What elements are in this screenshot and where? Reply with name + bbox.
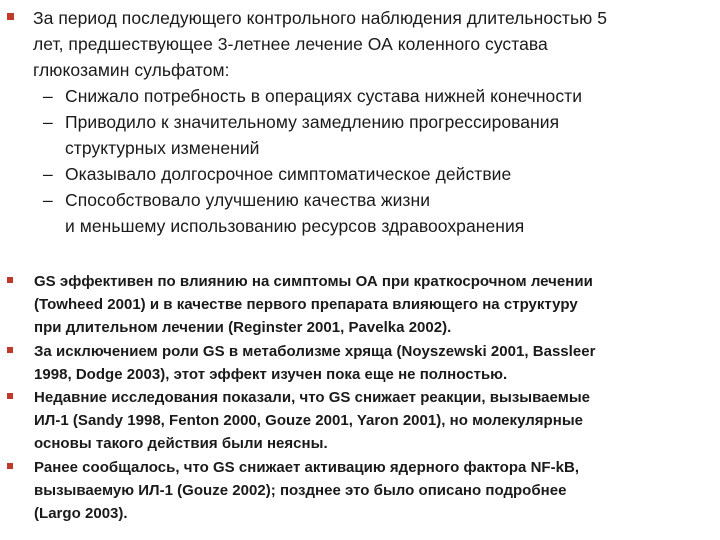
top-bullet-line: За период последующего контрольного наблюдения длительностью 5	[33, 8, 608, 28]
bullet-marker	[7, 463, 13, 469]
sub-item-line: Снижало потребность в операциях сустава нижней конечности	[65, 86, 583, 106]
bottom-bullet-line: Недавние исследования показали, что GS снижает реакции, вызываемые	[34, 388, 591, 406]
bottom-bullets	[34, 270, 714, 525]
bottom-bullet	[34, 386, 714, 456]
bottom-bullet-line: За исключением роли GS в метаболизме хряща (Noyszewski 2001, Bassleer	[34, 342, 596, 360]
bottom-bullet-line: 1998, Dodge 2003), этот эффект изучен пока еще не полностью.	[34, 365, 508, 383]
top-bullet	[33, 5, 713, 239]
bottom-bullet-line: GS эффективен по влиянию на симптомы ОА при краткосрочном лечении	[34, 273, 593, 290]
bottom-bullet-line: вызываемую ИЛ-1 (Gouze 2002); позднее это было описано подробнее	[34, 481, 567, 499]
bottom-bullet-line: (Largo 2003).	[34, 504, 128, 522]
sub-item	[33, 83, 713, 109]
bullet-marker	[7, 277, 13, 283]
dash-marker: –	[43, 112, 53, 132]
bottom-bullet	[34, 270, 714, 340]
dash-marker: –	[43, 164, 53, 184]
bottom-bullet-line: Ранее сообщалось, что GS снижает активацию ядерного фактора NF-kB,	[34, 458, 580, 476]
bottom-bullet	[34, 340, 714, 386]
bottom-bullet-line: основы такого действия были неясны.	[34, 435, 328, 453]
sub-item	[33, 109, 713, 161]
bullet-marker	[7, 13, 14, 20]
bottom-bullet-line: при длительном лечении (Reginster 2001, Pavelka 2002).	[34, 319, 452, 337]
dash-marker: –	[43, 86, 53, 106]
bullet-marker	[7, 393, 13, 399]
sub-item	[33, 161, 713, 187]
top-bullet-line: глюкозамин сульфатом:	[33, 60, 230, 80]
sub-item-line: Оказывало долгосрочное симптоматическое действие	[65, 164, 512, 184]
bottom-bullet-line: ИЛ-1 (Sandy 1998, Fenton 2000, Gouze 2001, Yaron 2001), но молекулярные	[34, 412, 584, 430]
sub-item	[33, 187, 713, 239]
dash-marker: –	[43, 190, 53, 210]
sub-item-line: структурных изменений	[65, 138, 260, 158]
bottom-bullet-line: (Towheed 2001) и в качестве первого препарата влияющего на структуру	[34, 296, 578, 314]
bullet-marker	[7, 347, 13, 353]
sub-item-line: Приводило к значительному замедлению прогрессирования	[65, 112, 560, 132]
sub-item-line: и меньшему использованию ресурсов здравоохранения	[65, 216, 525, 236]
bottom-bullet	[34, 456, 714, 526]
top-bullet-line: лет, предшествующее 3-летнее лечение ОА коленного сустава	[33, 34, 548, 54]
sub-item-line: Способствовало улучшению качества жизни	[65, 190, 431, 210]
